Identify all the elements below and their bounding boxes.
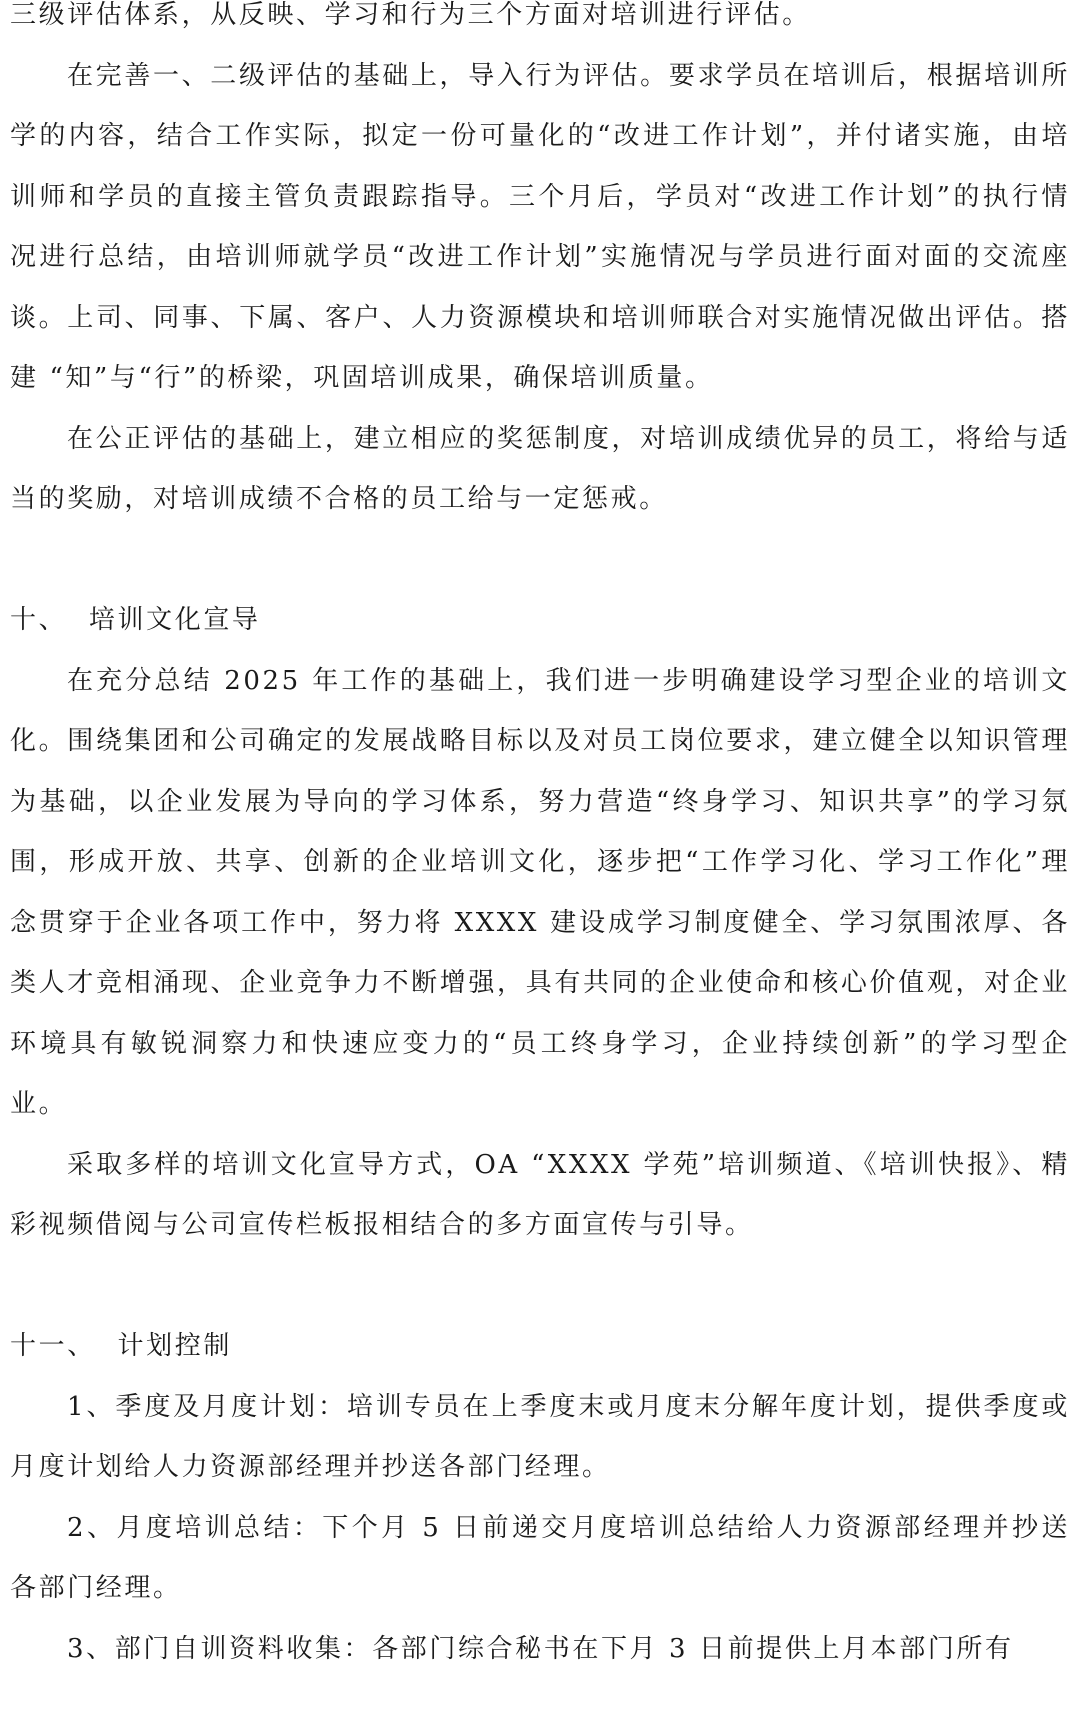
- list-item-monthly-summary: 2、月度培训总结：下个月 5 日前递交月度培训总结给人力资源部经理并抄送各部门经理。: [10, 1512, 1070, 1603]
- paragraph-reward-punishment: 在公正评估的基础上，建立相应的奖惩制度，对培训成绩优异的员工，将给与适当的奖励，对培训成绩不合格的员工给与一定惩戒。: [10, 423, 1070, 514]
- section-heading-training-culture: 十、 培训文化宣导: [10, 605, 261, 635]
- section-heading-plan-control: 十一、 计划控制: [10, 1331, 232, 1361]
- paragraph-evaluation-system: 三级评估体系，从反映、学习和行为三个方面对培训进行评估。: [10, 0, 811, 30]
- paragraph-learning-culture: 在充分总结 2025 年工作的基础上，我们进一步明确建设学习型企业的培训文化。围绕集团和公司确定的发展战略目标以及对员工岗位要求，建立健全以知识管理为基础，以企业发展为导向的学习体系，努力营造“终身学习、知识共享”的学习氛围，形成开放、共享、创新的企业培训文化，逐步把“工作学习化、学习工作化”理念贯穿于企业各项工作中，努力将 XXXX 建设成学习制度健全、学习氛围浓厚、各类人才竞相涌现、企业竞争力不断增强，具有共同的企业使命和核心价值观，对企业环境具有敏锐洞察力和快速应变力的“员工终身学习，企业持续创新”的学习型企业。: [10, 665, 1070, 1119]
- list-item-quarterly-monthly-plan: 1、季度及月度计划：培训专员在上季度末或月度末分解年度计划，提供季度或月度计划给人力资源部经理并抄送各部门经理。: [10, 1391, 1070, 1482]
- section-spacer: [10, 530, 1070, 591]
- document-page: [10, 0, 1070, 1679]
- section-spacer: [10, 1256, 1070, 1317]
- list-item-department-materials: 3、部门自训资料收集：各部门综合秘书在下月 3 日前提供上月本部门所有: [67, 1633, 1014, 1664]
- paragraph-promotion-methods: 采取多样的培训文化宣导方式，OA “XXXX 学苑”培训频道、《培训快报》、精彩视频借阅与公司宣传栏板报相结合的多方面宣传与引导。: [10, 1149, 1070, 1240]
- paragraph-behavior-evaluation: 在完善一、二级评估的基础上，导入行为评估。要求学员在培训后，根据培训所学的内容，结合工作实际，拟定一份可量化的“改进工作计划”，并付诸实施，由培训师和学员的直接主管负责跟踪指导。三个月后，学员对“改进工作计划”的执行情况进行总结，由培训师就学员“改进工作计划”实施情况与学员进行面对面的交流座谈。上司、同事、下属、客户、人力资源模块和培训师联合对实施情况做出评估。搭建 “知”与“行”的桥梁，巩固培训成果，确保培训质量。: [10, 60, 1070, 393]
